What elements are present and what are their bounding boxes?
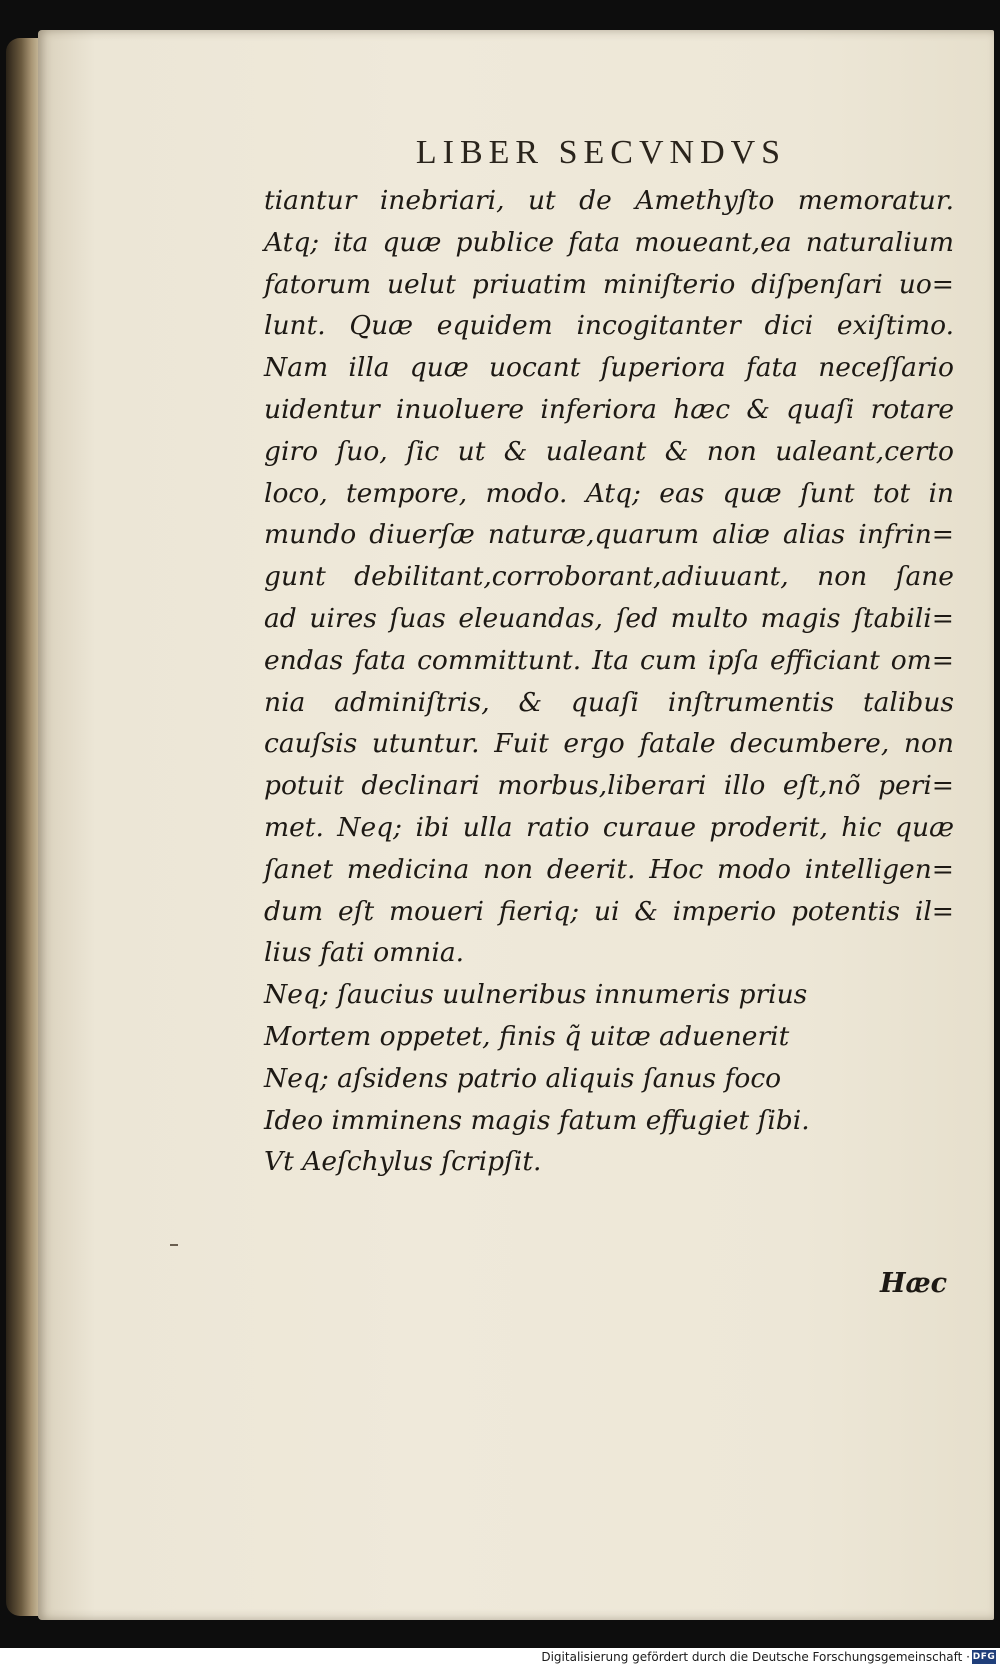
- verse-line: Ideo imminens magis fatum effugiet ſibi.: [264, 1104, 810, 1136]
- text-line: mundo diuerſæ naturæ,quarum aliæ alias infrin=: [264, 519, 954, 551]
- text-line: fatorum uelut priuatim miniſterio diſpenſari uo=: [264, 268, 954, 300]
- text-line: uidentur inuoluere inferiora hæc & quaſi rotare: [264, 393, 954, 425]
- text-line: gunt debilitant,corroborant,adiuuant, non ſane: [264, 561, 954, 593]
- text-line: nia adminiſtris, & quaſi inſtrumentis talibus: [264, 686, 954, 718]
- verse-line: Vt Aeſchylus ſcripſit.: [264, 1146, 542, 1178]
- text-line: Atq; ita quæ publice fata moueant,ea naturalium: [264, 226, 954, 258]
- running-head: LIBER SECVNDVS: [415, 134, 787, 171]
- dfg-logo-icon: DFG: [972, 1652, 996, 1662]
- text-line: dum eſt moueri fieriq; ui & imperio potentis il=: [264, 895, 954, 927]
- text-line: loco, tempore, modo. Atq; eas quæ ſunt tot in: [264, 477, 954, 509]
- book-spine: [6, 38, 40, 1616]
- verse-line: Neq; ſaucius uulneribus innumeris prius: [264, 979, 808, 1011]
- text-line: potuit declinari morbus,liberari illo eſt,nõ peri=: [264, 770, 954, 802]
- prose-block: [264, 180, 954, 1183]
- text-line: ſanet medicina non deerit. Hoc modo intelligen=: [264, 853, 954, 885]
- stray-ink-mark: [170, 1244, 178, 1246]
- verse-line: Mortem oppetet, finis q̃ uitæ aduenerit: [264, 1020, 790, 1052]
- text-line: ad uires ſuas eleuandas, ſed multo magis ſtabili=: [264, 602, 954, 634]
- text-line: endas fata committunt. Ita cum ipſa efficiant om=: [264, 644, 954, 676]
- text-line: lius fati omnia.: [264, 937, 465, 969]
- text-line: lunt. Quæ equidem incogitanter dici exiſtimo.: [264, 310, 954, 342]
- text-line: Nam illa quæ uocant ſuperiora fata neceſſario: [264, 352, 954, 384]
- text-line: giro ſuo, ſic ut & ualeant & non ualeant,certo: [264, 435, 954, 467]
- text-line: met. Neq; ibi ulla ratio curaue proderit, hic quæ: [264, 811, 954, 843]
- text-line: cauſsis utuntur. Fuit ergo fatale decumbere, non: [264, 728, 954, 760]
- funding-credit: Digitalisierung gefördert durch die Deutsche Forschungsgemeinschaft ·: [541, 1650, 970, 1664]
- verse-line: Neq; aſsidens patrio aliquis ſanus foco: [264, 1062, 782, 1094]
- catchword: Hæc: [880, 1268, 948, 1299]
- text-line: tiantur inebriari, ut de Amethyſto memoratur.: [264, 185, 954, 216]
